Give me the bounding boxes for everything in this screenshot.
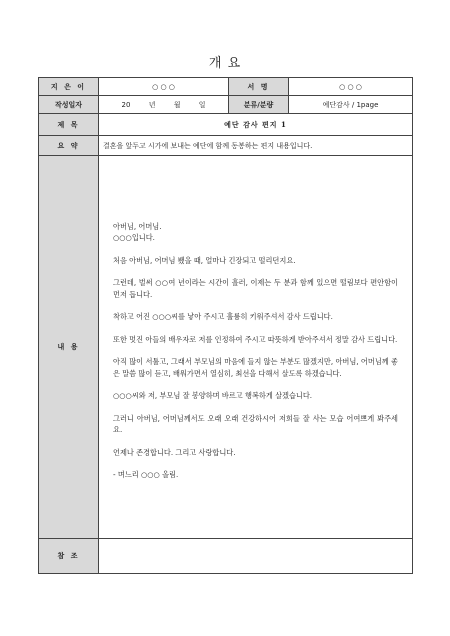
category-label: 분류/분량 bbox=[229, 96, 289, 114]
reference-row bbox=[39, 539, 413, 574]
paragraph: 언제나 존경합니다. 그리고 사랑합니다. bbox=[113, 447, 236, 457]
greeting-line: 아버님, 어머님. bbox=[113, 221, 162, 231]
date-day-unit: 일 bbox=[198, 100, 206, 109]
name-line: ○○○입니다. bbox=[113, 233, 155, 242]
date-label: 작성일자 bbox=[39, 96, 99, 114]
signature-line: - 며느리 ○○○ 올림. bbox=[113, 470, 179, 479]
summary-form-table bbox=[38, 77, 413, 574]
content-body bbox=[99, 156, 413, 539]
content-label: 내 용 bbox=[39, 156, 99, 539]
date-month-unit: 월 bbox=[173, 100, 181, 109]
date-row bbox=[39, 96, 413, 114]
date-year: 20 bbox=[121, 100, 131, 109]
paragraph: 처음 아버님, 어머님 뵀을 때, 얼마나 긴장되고 떨리던지요. bbox=[113, 255, 296, 265]
summary-row bbox=[39, 136, 413, 156]
reference-value bbox=[99, 539, 413, 574]
summary-label: 요 약 bbox=[39, 136, 99, 156]
content-row bbox=[39, 156, 413, 539]
paragraph: 아직 많이 서툴고, 그래서 부모님의 마음에 들지 않는 부분도 많겠지만, 아버님, 어머님께 좋은 말씀 많이 듣고, 배워가면서 열심히, 최선을 다해서 살도록 하겠습니다. bbox=[113, 357, 398, 378]
subject-label: 제 목 bbox=[39, 114, 99, 136]
summary-value: 결혼을 앞두고 시가에 보내는 예단에 함께 동봉하는 편지 내용입니다. bbox=[99, 136, 413, 156]
letter-text bbox=[103, 197, 408, 498]
author-value: ○ ○ ○ bbox=[99, 78, 229, 96]
category-value: 예단감사 / 1page bbox=[289, 96, 413, 114]
subject-value: 예단 감사 편지 1 bbox=[99, 114, 413, 136]
paragraph: 그런데, 벌써 ○○여 년이라는 시간이 흘러, 이제는 두 분과 함께 있으면 떨림보다 편안함이 먼저 듭니다. bbox=[113, 278, 398, 299]
author-row bbox=[39, 78, 413, 96]
paragraph: 그러니 아버님, 어머님께서도 오래 오래 건강하시어 저희들 잘 사는 모습 어여쁘게 봐주세요. bbox=[113, 413, 398, 434]
signature-label: 서 명 bbox=[229, 78, 289, 96]
date-year-unit: 년 bbox=[148, 100, 156, 109]
paragraph-greeting bbox=[113, 221, 398, 244]
paragraph: 착하고 어진 ○○○씨를 낳아 주시고 훌륭히 키워주셔서 감사 드립니다. bbox=[113, 312, 333, 321]
paragraph: 또한 멋진 아들의 배우자로 저를 인정하여 주시고 따뜻하게 받아주셔서 정말 감사 드립니다. bbox=[113, 334, 398, 344]
author-label: 지 은 이 bbox=[39, 78, 99, 96]
date-value bbox=[99, 96, 229, 114]
document-title: 개 요 bbox=[208, 56, 242, 71]
signature-value: ○ ○ ○ bbox=[289, 78, 413, 96]
paragraph: ○○○씨와 저, 부모님 잘 봉양하며 바르고 행복하게 살겠습니다. bbox=[113, 391, 313, 400]
subject-row bbox=[39, 114, 413, 136]
reference-label: 참 조 bbox=[39, 539, 99, 574]
